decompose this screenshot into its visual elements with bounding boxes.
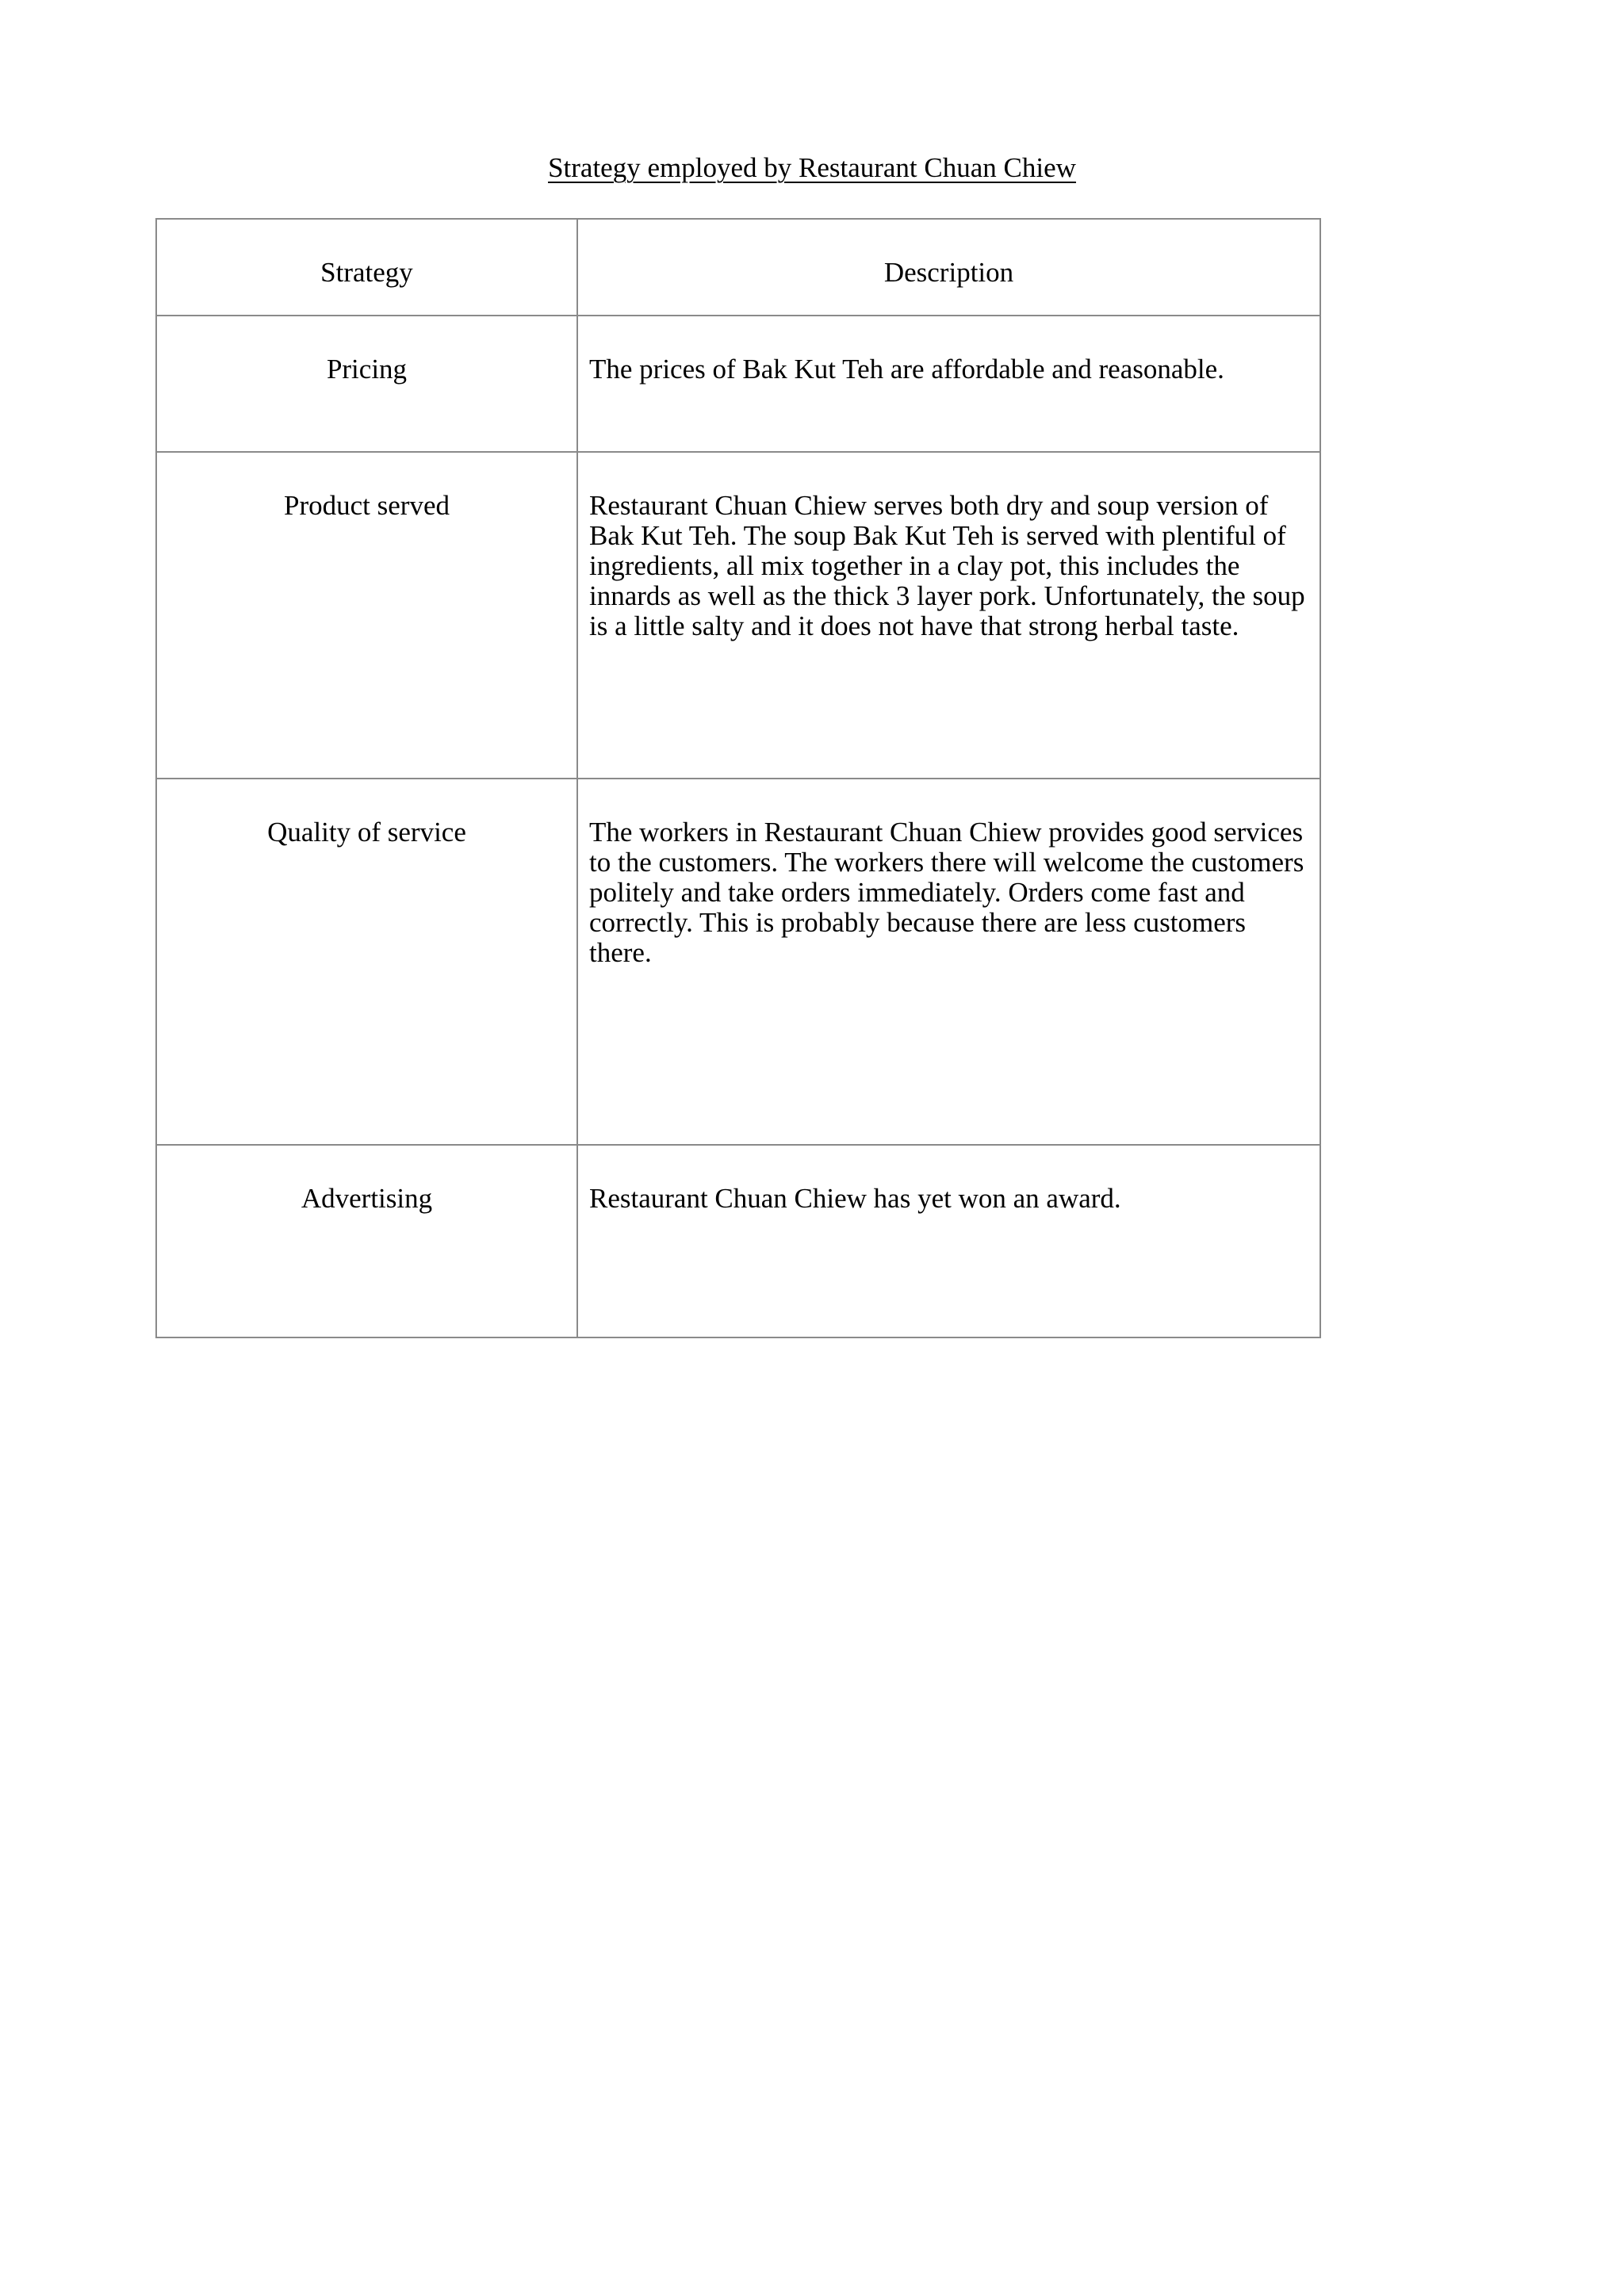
strategy-label: Quality of service: [267, 817, 466, 848]
header-description: [577, 219, 1320, 316]
table-row: [156, 316, 1320, 452]
table-header-row: [156, 219, 1320, 316]
table-row: [156, 1145, 1320, 1337]
description-text: The workers in Restaurant Chuan Chiew provides good services to the customers. The workers there will welcome the customers politely and take orders immediately. Orders come fast and correctly. This is probably because there are less customers there.: [589, 817, 1304, 968]
strategy-cell: [156, 316, 577, 452]
strategy-cell: [156, 452, 577, 779]
description-cell: [577, 779, 1320, 1145]
header-strategy-label: Strategy: [320, 257, 413, 288]
description-text: The prices of Bak Kut Teh are affordable and reasonable.: [589, 354, 1224, 385]
table-row: [156, 779, 1320, 1145]
header-description-label: Description: [883, 257, 1014, 288]
description-text: Restaurant Chuan Chiew has yet won an award.: [589, 1183, 1121, 1214]
description-text: Restaurant Chuan Chiew serves both dry and soup version of Bak Kut Teh. The soup Bak Kut Teh is served with plentiful of ingredients, all mix together in a clay pot, this includes the innards as well as the thick 3 layer pork. Unfortunately, the soup is a little salty and it does not have that strong herbal taste.: [589, 490, 1305, 641]
description-cell: [577, 452, 1320, 779]
description-cell: [577, 1145, 1320, 1337]
strategy-cell: [156, 1145, 577, 1337]
strategy-label: Advertising: [301, 1183, 433, 1214]
strategy-label: Product served: [284, 490, 450, 521]
description-cell: [577, 316, 1320, 452]
strategy-cell: [156, 779, 577, 1145]
strategy-table: [155, 218, 1321, 1338]
page-title: Strategy employed by Restaurant Chuan Chiew: [548, 152, 1076, 183]
table-row: [156, 452, 1320, 779]
header-strategy: [156, 219, 577, 316]
strategy-label: Pricing: [326, 354, 408, 385]
